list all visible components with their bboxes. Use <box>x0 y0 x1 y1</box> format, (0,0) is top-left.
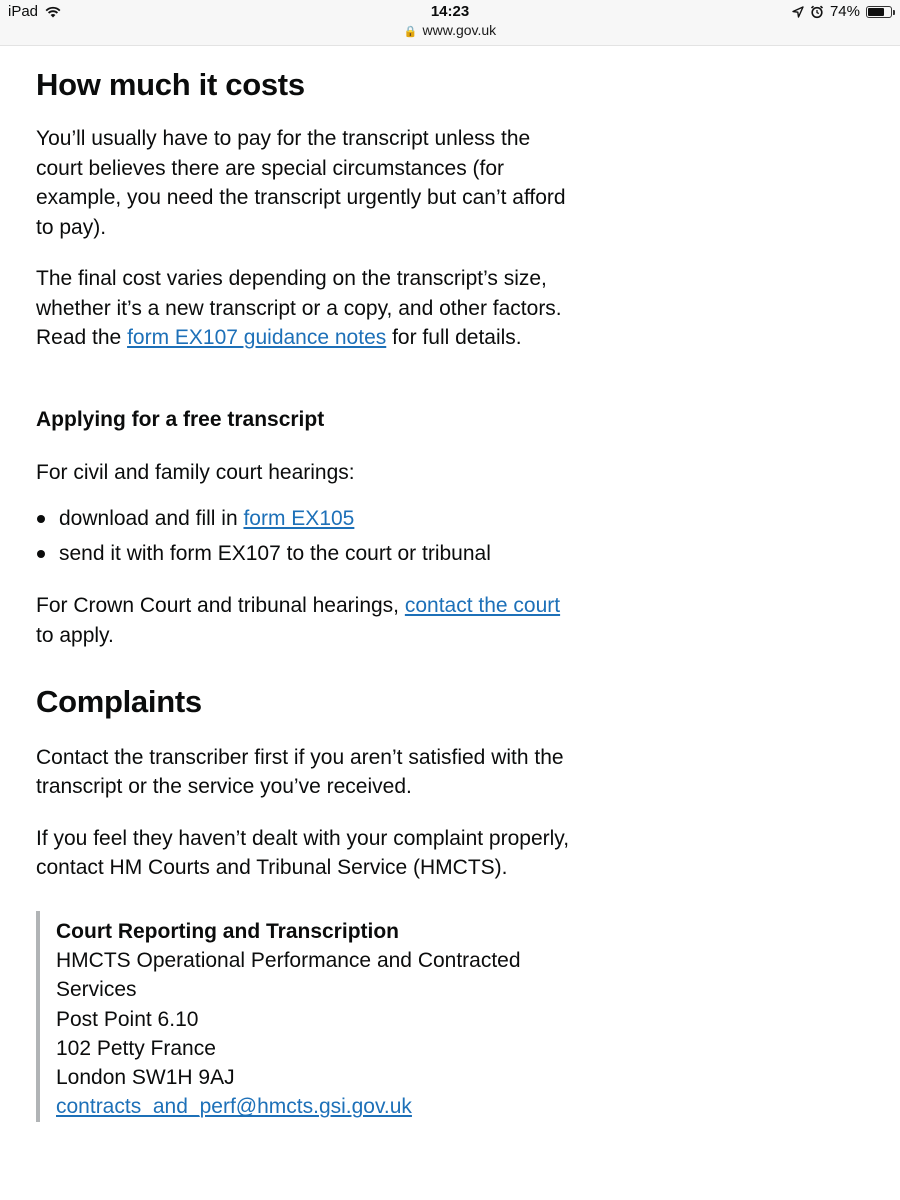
ios-status-bar <box>0 0 900 46</box>
contact-address-block <box>36 911 576 1122</box>
costs-paragraph-2-end: for full details. <box>386 326 522 350</box>
civil-family-intro: For civil and family court hearings: <box>36 460 355 484</box>
crown-court-text: For Crown Court and tribunal hearings, <box>36 594 405 618</box>
costs-paragraph-2 <box>36 264 576 353</box>
status-right <box>792 3 892 20</box>
bullet-1-text: download and fill in <box>59 507 244 531</box>
location-arrow-icon <box>792 6 804 18</box>
address-url: www.gov.uk <box>422 22 497 38</box>
address-line-2: Post Point 6.10 <box>56 1007 199 1031</box>
battery-icon <box>866 6 892 18</box>
address-line-4: London SW1H 9AJ <box>56 1066 235 1090</box>
address-line-3: 102 Petty France <box>56 1036 216 1060</box>
battery-fill <box>868 8 884 16</box>
status-time: 14:23 <box>430 3 470 20</box>
complaints-paragraph-1: Contact the transcriber first if you aren’t satisfied with the transcript or the service you’ve received. <box>36 745 564 799</box>
ex105-form-link[interactable]: form EX105 <box>243 507 355 531</box>
complaints-paragraph-2: If you feel they haven’t dealt with your complaint properly, contact HM Courts and Tribunal Service (HMCTS). <box>36 826 570 880</box>
crown-court-paragraph <box>36 591 576 650</box>
costs-paragraph-1: You’ll usually have to pay for the transcript unless the court believes there are special circumstances (for example, you need the transcript urgently but can’t afford to pay). <box>36 127 566 239</box>
ex107-guidance-link[interactable]: form EX107 guidance notes <box>127 326 387 350</box>
battery-percent: 74% <box>829 3 860 20</box>
free-transcript-heading: Applying for a free transcript <box>36 407 325 431</box>
contact-court-link[interactable]: contact the court <box>404 594 561 618</box>
lock-icon: 🔒 <box>403 26 418 38</box>
free-transcript-steps <box>36 501 576 571</box>
address-organisation: Court Reporting and Transcription <box>56 919 400 943</box>
list-item <box>36 501 576 536</box>
main-content <box>36 66 576 1122</box>
address-line-1: HMCTS Operational Performance and Contracted Services <box>56 948 521 1002</box>
crown-court-end: to apply. <box>36 623 114 647</box>
device-label: iPad <box>8 3 39 20</box>
costs-paragraph-2-text: The final cost varies depending on the transcript’s size, whether it’s a new transcript or a copy, and other factors. Read the <box>36 267 562 350</box>
contact-email-link[interactable]: contracts_and_perf@hmcts.gsi.gov.uk <box>56 1095 412 1119</box>
costs-heading: How much it costs <box>36 67 305 102</box>
address-bar[interactable] <box>0 22 900 38</box>
complaints-heading: Complaints <box>36 684 202 720</box>
alarm-icon <box>810 5 824 19</box>
list-item: send it with form EX107 to the court or tribunal <box>36 536 576 571</box>
